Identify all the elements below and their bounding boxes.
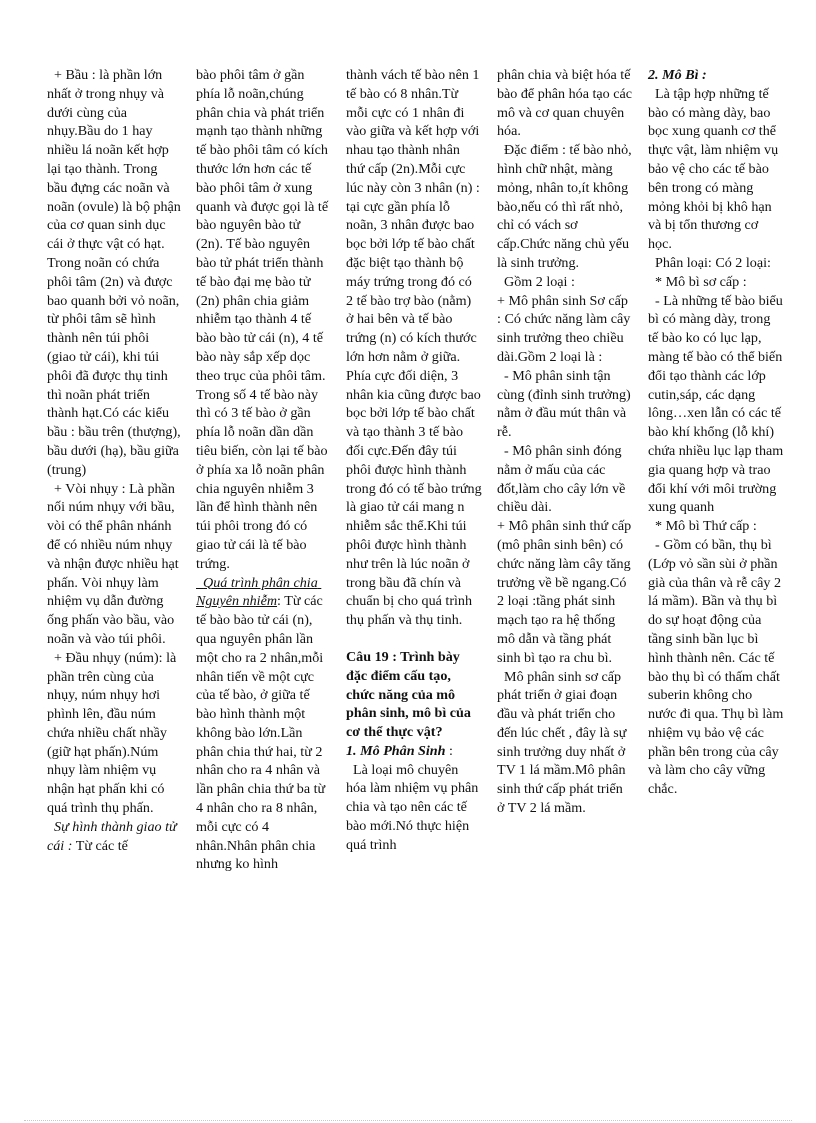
question-19-title: Câu 19 : Trình bày đặc điểm cấu tạo, chức năng của mô phân sinh, mô bì của cơ thể thực vật? xyxy=(346,648,475,741)
paragraph-bau: + Bầu : là phần lớn nhất ở trong nhụy và dưới cùng của nhụy.Bầu do 1 hay nhiều lá noãn kết hợp lại tạo thành. Trong bầu đựng các noãn và noãn (ovule) là bộ phận của cơ quan sinh dục cái ở thực vật có hạt. Trong noãn có chứa phôi tâm (2n) và được bao quanh bởi vỏ noãn, từ phôi tâm sẽ hình thành nên túi phôi (giao tử cái), khi túi phôi đã được thụ tinh thì noãn phát triển thành hạt.Có các kiểu bầu : bầu trên (thượng), bầu dưới (hạ), bầu giữa (trung) xyxy=(47,67,185,478)
section-1-colon: : xyxy=(445,742,453,759)
paragraph-mo-bi: Là tập hợp những tế bào có màng dày, bao bọc xung quanh cơ thể thực vật, làm nhiệm vụ bảo vệ cho các tế bào bên trong có màng mỏng khỏi bị khô hạn và bị tổn thương cơ học. xyxy=(648,85,782,253)
footer-divider xyxy=(24,1120,792,1121)
paragraph-tan-cung: - Mô phân sinh tận cùng (đỉnh sinh trưởng) nằm ở đầu mút thân và rễ. xyxy=(497,367,635,441)
section-1-heading xyxy=(346,742,482,761)
text-column-4 xyxy=(497,66,636,818)
paragraph-mo-bi-so-cap-title: * Mô bì sơ cấp : xyxy=(648,273,747,290)
text-column-5 xyxy=(648,66,787,799)
text-nguyen-nhiem: : Từ các tế bào bào tử cái (n), qua nguyên phân lần một cho ra 2 nhân,mỗi nhân tiến về một cực của tế bào, ở giữa tế bào hình thành một không bào lớn.Lần phân chia thứ hai, từ 2 nhân cho ra 4 nhân và lần phân chia thứ ba từ 4 nhân cho ra 8 nhân, mỗi cực có 4 nhân.Nhân phân chia nhưng ko hình xyxy=(196,593,329,873)
section-1-title: 1. Mô Phân Sinh xyxy=(346,742,446,759)
paragraph-voi-nhuy: + Vòi nhụy : Là phần nối núm nhụy với bầu, vòi có thể phân nhánh để có nhiều núm nhụy và nhận được nhiều hạt phấn. Vòi nhụy làm nhiệm vụ dẫn đường ống phấn vào bầu, vào noãn và vào túi phôi. xyxy=(47,480,183,647)
paragraph-mo-bi-thu-cap-title: * Mô bì Thứ cấp : xyxy=(648,518,757,535)
paragraph-dong: - Mô phân sinh đóng nằm ở mấu của các đốt,làm cho cây lớn về chiều dài. xyxy=(497,442,629,516)
paragraph-phan-hoa: phân chia và biệt hóa tế bào để phân hóa tạo các mô và cơ quan chuyên hóa. xyxy=(497,67,636,140)
paragraph-dac-diem: Đặc điểm : tế bào nhỏ, hình chữ nhật, màng mỏng, nhân to,ít không bào,nếu có thì rất nhỏ, chỉ có vách sơ cấp.Chức năng chủ yếu là sinh trưởng. xyxy=(497,142,636,271)
text-column-2 xyxy=(196,66,330,874)
paragraph-phat-trien: Mô phân sinh sơ cấp phát triển ở giai đoạn đầu và phát triển cho đến lúc chết , đây là sự sinh trưởng duy nhất ở TV 1 lá mầm.Mô phân sinh thứ cấp phát triển ở TV 2 lá mầm. xyxy=(497,668,630,817)
paragraph-thu-cap: + Mô phân sinh thứ cấp (mô phân sinh bên) có chức năng làm cây tăng trưởng về bề ngang.Có 2 loại :tầng phát sinh mạch tạo ra hệ thống mô dẫn và tầng phát sinh bì tạo ra chu bì. xyxy=(497,518,635,666)
section-2-title: 2. Mô Bì : xyxy=(648,67,707,83)
paragraph-gom-2-loai: Gồm 2 loại : xyxy=(497,273,575,290)
paragraph-nguyen-nhiem xyxy=(196,574,330,875)
paragraph-dau-nhuy: + Đầu nhụy (núm): là phần trên cùng của nhụy, núm nhụy hơi phình lên, đầu núm chứa nhiều chất nhầy (giữ hạt phấn).Núm nhụy làm nhiệm vụ nhận hạt phấn khi có quá trình thụ phấn. xyxy=(47,649,180,817)
spacer xyxy=(346,630,482,648)
heading-giao-tu-cai: Sự hình thành giao tử cái : xyxy=(47,818,181,854)
text-column-1 xyxy=(47,66,185,855)
paragraph-phoi-tam: bào phôi tâm ở gần phía lỗ noãn,chúng phân chia và phát triển mạnh tạo thành những tế bào phôi tâm có kích thước lớn hơn các tế bào phôi tâm ở xung quanh và được gọi là tế bào nguyên bào tử (2n). Tế bào nguyên bào tử phát triển thành tế bào đại mẹ bào tử (2n) phân chia giảm nhiễm tạo thành 4 tế bào bào tử cái (n), 4 tế bào này sắp xếp dọc theo trục của phôi tâm. Trong số 4 tế bào này thì có 3 tế bào ở gần phía lỗ noãn dần dần tiêu biến, còn lại tế bào ở phía xa lỗ noãn phân chia nguyên nhiễm 3 lần để hình thành nên túi phôi trong đó có giao tử cái là tế bào trứng. xyxy=(196,67,332,572)
text-column-3 xyxy=(346,66,486,855)
paragraph-bieu-bi: - Là những tế bào biểu bì có màng dày, trong tế bào ko có lục lạp, màng tế bào có thể biến đổi tạo thành các lớp cutin,sáp, các dạng lông…xen lẫn có các tế bào khí khổng (lỗ khí) chứa nhiều lục lạp tham gia quang hợp và trao đổi khí với môi trường xung quanh xyxy=(648,292,787,516)
text-giao-tu-cai: Từ các tế xyxy=(72,837,128,854)
paragraph-giao-tu-cai xyxy=(47,818,181,856)
heading-nguyen-nhiem: Quá trình phân chia Nguyên nhiễm xyxy=(196,574,322,610)
paragraph-mo-phan-sinh: Là loại mô chuyên hóa làm nhiệm vụ phân chia và tạo nên các tế bào mới.Nó thực hiện quá trình xyxy=(346,761,482,853)
paragraph-tui-phoi: thành vách tế bào nên 1 tế bào có 8 nhân.Từ mỗi cực có 1 nhân đi vào giữa và kết hợp với nhau tạo thành nhân thứ cấp (2n).Mỗi cực lúc này còn 3 nhân (n) : tại cực gần phía lỗ noãn, 3 nhân được bao bọc bởi lớp tế bào chất đặc biệt tạo thành bộ máy trứng trong đó có 2 tế bào trợ bào (nằm) ở hai bên và tế bào trứng (n) có kích thước lớn hơn nằm ở giữa. Phía cực đối diện, 3 nhân kia cũng được bao bọc bởi lớp tế bào chất và tạo thành 3 tế bào đối cực.Đến đây túi phôi được hình thành trong đó có tế bào trứng là giao tử cái mang n nhiễm sắc thể.Khi túi phôi được hình thành như trên là lúc noãn ở trong bầu đã chín và chuẩn bị cho quá trình thụ phấn và thụ tinh. xyxy=(346,67,486,629)
paragraph-ban-thu-bi: - Gồm có bần, thụ bì (Lớp vỏ sần sùi ở phần già của thân và rễ cây 2 lá mầm). Bần và thụ bì do sự hoạt động của tầng sinh bần lục bì hình thành nên. Các tế bào thụ bì có thấm chất suberin không cho nước đi qua. Thụ bì làm nhiệm vụ bảo vệ các phần bên trong của cây và làm cho cây vững chắc. xyxy=(648,536,787,798)
paragraph-so-cap: + Mô phân sinh Sơ cấp : Có chức năng làm cây sinh trưởng theo chiều dài.Gồm 2 loại là : xyxy=(497,292,634,365)
paragraph-phan-loai: Phân loại: Có 2 loại: xyxy=(648,254,771,271)
